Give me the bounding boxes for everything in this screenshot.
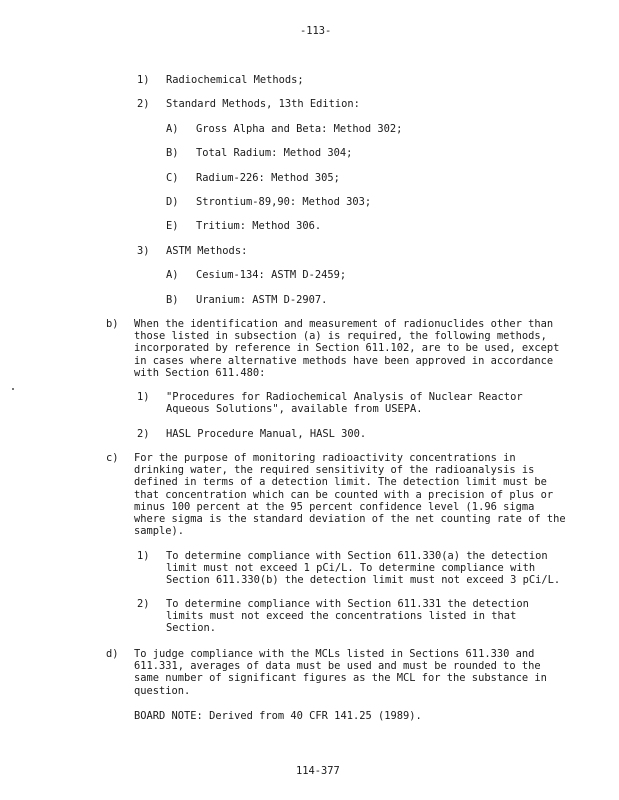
text-line: in cases where alternative methods have been approved in accordance (134, 354, 554, 367)
subitem-text: Total Radium: Method 304; (196, 147, 353, 159)
text-line: To determine compliance with Section 611.331 the detection (166, 598, 529, 610)
text-line: Section 611.330(b) the detection limit must not exceed 3 pCi/L. (166, 574, 561, 587)
item-text: ASTM Methods: (166, 245, 248, 257)
item-text: Standard Methods, 13th Edition: (166, 98, 360, 110)
text-line: limit must not exceed 1 pCi/L. To determine compliance with (166, 562, 536, 575)
text-line: To judge compliance with the MCLs listed in Sections 611.330 and (134, 648, 535, 660)
text-line: question. (134, 684, 191, 697)
text-line: same number of significant figures as the MCL for the substance in (134, 672, 547, 685)
item-marker: 1) (137, 74, 150, 86)
text-line: Section. (166, 622, 217, 635)
text-line: that concentration which can be counted with a precision of plus or (134, 488, 554, 501)
section-d-paragraph (134, 648, 547, 697)
section-marker: d) (106, 648, 119, 660)
subitem-text: Gross Alpha and Beta: Method 302; (196, 123, 403, 135)
board-note: BOARD NOTE: Derived from 40 CFR 141.25 (1989). (134, 710, 422, 722)
section-c-paragraph (134, 452, 566, 537)
item-paragraph (166, 598, 529, 635)
subitem-marker: C) (166, 172, 179, 184)
subitem-marker: D) (166, 196, 179, 208)
subitem-marker: A) (166, 269, 179, 281)
section-marker: c) (106, 452, 119, 464)
scan-speck (12, 388, 14, 390)
text-line: defined in terms of a detection limit. The detection limit must be (134, 476, 547, 489)
text-line: limits must not exceed the concentrations listed in that (166, 610, 517, 623)
text-line: "Procedures for Radiochemical Analysis of Nuclear Reactor (166, 391, 523, 403)
text-line: those listed in subsection (a) is required, the following methods, (134, 330, 547, 343)
page-footer-id: 114-377 (296, 765, 340, 777)
item-marker: 3) (137, 245, 150, 257)
subitem-text: Cesium-134: ASTM D-2459; (196, 269, 347, 281)
text-line: incorporated by reference in Section 611.102, are to be used, except (134, 342, 560, 355)
text-line: 611.331, averages of data must be used and must be rounded to the (134, 660, 541, 673)
item-paragraph (166, 391, 523, 415)
item-marker: 2) (137, 98, 150, 110)
section-marker: b) (106, 318, 119, 330)
text-line: with Section 611.480: (134, 366, 266, 379)
subitem-text: Strontium-89,90: Method 303; (196, 196, 372, 208)
item-marker: 1) (137, 550, 150, 562)
text-line: minus 100 percent at the 95 percent confidence level (1.96 sigma (134, 500, 535, 513)
item-text: Radiochemical Methods; (166, 74, 304, 86)
item-paragraph (166, 550, 560, 587)
subitem-marker: A) (166, 123, 179, 135)
text-line: drinking water, the required sensitivity of the radioanalysis is (134, 464, 535, 477)
section-b-paragraph (134, 318, 559, 379)
text-line: To determine compliance with Section 611.330(a) the detection (166, 550, 548, 562)
text-line: where sigma is the standard deviation of the net counting rate of the (134, 513, 566, 526)
subitem-text: Tritium: Method 306. (196, 220, 322, 232)
subitem-text: Uranium: ASTM D-2907. (196, 294, 328, 306)
subitem-marker: B) (166, 147, 179, 159)
text-line: Aqueous Solutions", available from USEPA. (166, 403, 423, 416)
text-line: HASL Procedure Manual, HASL 300. (166, 428, 367, 440)
subitem-marker: E) (166, 220, 179, 232)
subitem-marker: B) (166, 294, 179, 306)
text-line: sample). (134, 525, 185, 538)
text-line: When the identification and measurement of radionuclides other than (134, 318, 554, 330)
subitem-text: Radium-226: Method 305; (196, 172, 340, 184)
item-marker: 2) (137, 428, 150, 440)
item-paragraph (166, 428, 366, 440)
item-marker: 1) (137, 391, 150, 403)
page-number-header: -113- (300, 25, 332, 37)
item-marker: 2) (137, 598, 150, 610)
text-line: For the purpose of monitoring radioactivity concentrations in (134, 452, 516, 464)
